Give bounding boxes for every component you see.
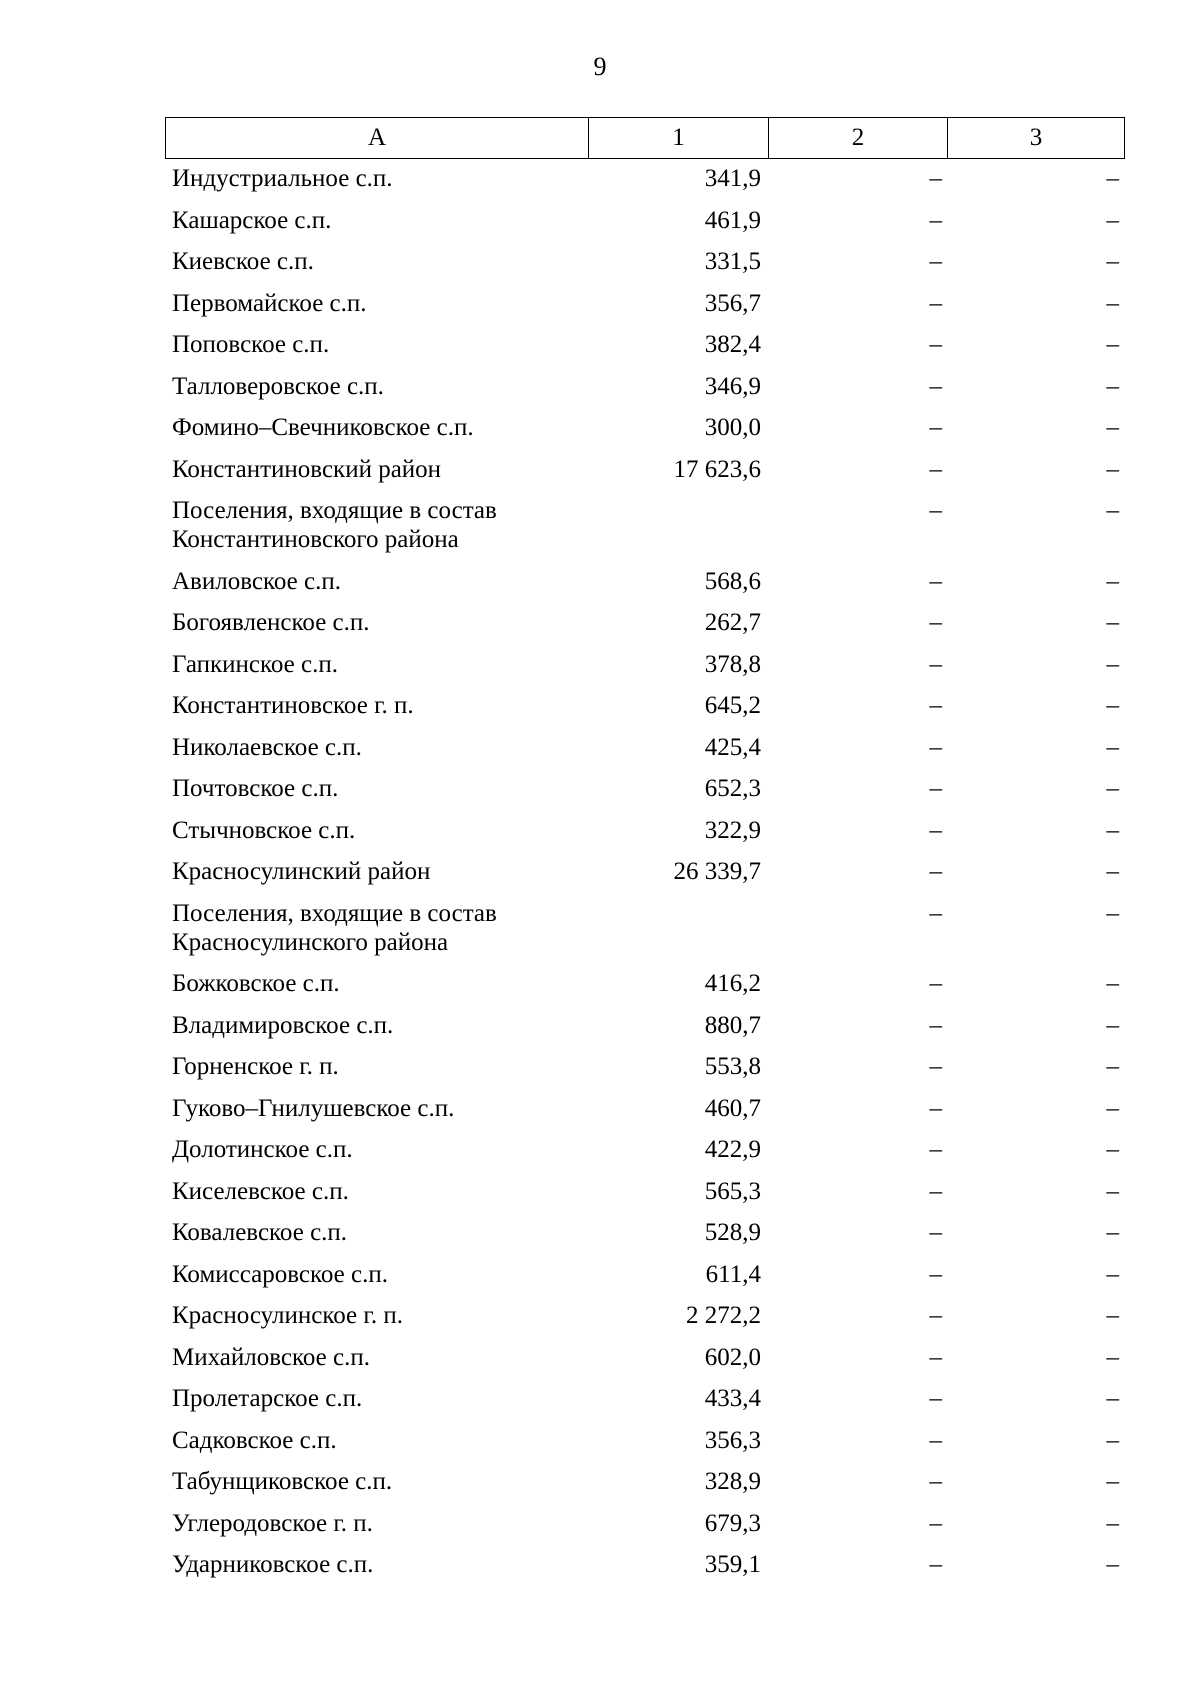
row-value-3: –: [1106, 692, 1119, 719]
row-value-3: –: [1106, 1551, 1119, 1578]
row-value-1: 652,3: [704, 775, 761, 802]
table-row: [165, 1048, 1125, 1090]
row-value-1: 382,4: [704, 331, 761, 358]
row-value-1: 17 623,6: [673, 455, 761, 483]
table-row: [165, 563, 1125, 605]
row-value-3: –: [1106, 567, 1119, 595]
row-value-2: –: [929, 1053, 942, 1080]
row-value-1: 611,4: [705, 1260, 761, 1288]
row-value-1: 461,9: [704, 206, 761, 234]
page-number: 9: [593, 52, 607, 81]
row-value-3: –: [1106, 1260, 1119, 1288]
row-name: Углеродовское г. п.: [172, 1509, 373, 1537]
row-value-2: –: [929, 650, 942, 678]
row-value-3: –: [1106, 248, 1119, 275]
row-value-2: –: [929, 289, 942, 317]
row-name: Ковалевское с.п.: [172, 1219, 348, 1246]
row-value-2: –: [929, 1094, 942, 1122]
row-value-3: –: [1106, 455, 1119, 483]
row-value-1: 346,9: [704, 372, 761, 400]
row-value-1: 528,9: [704, 1219, 761, 1246]
row-name: Красносулинское г. п.: [172, 1302, 403, 1329]
table-row: [165, 1007, 1125, 1049]
table-body: [165, 160, 1125, 1588]
row-name: Почтовское с.п.: [172, 775, 339, 802]
row-value-1: 359,1: [704, 1551, 761, 1578]
row-name: Горненское г. п.: [172, 1053, 339, 1080]
row-name: Божковское с.п.: [172, 970, 340, 997]
row-value-3: –: [1106, 497, 1119, 524]
row-value-3: –: [1106, 1219, 1119, 1246]
table-row: [165, 1090, 1125, 1132]
row-name: Михайловское с.п.: [172, 1343, 370, 1371]
table-row: [165, 1505, 1125, 1547]
row-value-2: –: [929, 206, 942, 234]
row-name: Стычновское с.п.: [172, 816, 356, 844]
row-name: Николаевское с.п.: [172, 733, 362, 761]
row-name: Пролетарское с.п.: [172, 1385, 363, 1412]
row-value-2: –: [929, 733, 942, 761]
row-value-2: –: [929, 1343, 942, 1371]
row-name: Гуково–Гнилушевское с.п.: [172, 1094, 455, 1122]
row-value-2: –: [929, 899, 942, 927]
row-value-3: –: [1106, 650, 1119, 678]
row-value-3: –: [1106, 609, 1119, 636]
table-row: [165, 1463, 1125, 1505]
row-name: Поселения, входящие в состав Константиновского района: [172, 497, 497, 553]
table-row: [165, 368, 1125, 410]
row-name: Красносулинский район: [172, 858, 431, 885]
row-value-2: –: [929, 1260, 942, 1288]
row-value-2: –: [929, 331, 942, 358]
row-value-3: –: [1106, 1302, 1119, 1329]
row-value-2: –: [929, 970, 942, 997]
row-value-2: –: [929, 165, 942, 192]
table-row: [165, 895, 1125, 966]
row-name: Константиновский район: [172, 455, 442, 483]
row-value-2: –: [929, 858, 942, 885]
row-value-3: –: [1106, 206, 1119, 234]
column-header-a: А: [166, 118, 589, 158]
table-row: [165, 853, 1125, 895]
table-row: [165, 1546, 1125, 1588]
row-value-2: –: [929, 1136, 942, 1163]
table-row: [165, 1214, 1125, 1256]
row-value-1: 328,9: [704, 1468, 761, 1495]
row-name: Киселевское с.п.: [172, 1177, 349, 1205]
row-value-3: –: [1106, 331, 1119, 358]
row-value-1: 565,3: [704, 1177, 761, 1205]
row-value-2: –: [929, 816, 942, 844]
row-value-2: –: [929, 1219, 942, 1246]
row-value-2: –: [929, 372, 942, 400]
row-value-1: 341,9: [704, 165, 761, 192]
row-value-1: 422,9: [704, 1136, 761, 1163]
row-value-3: –: [1106, 1094, 1119, 1122]
row-value-2: –: [929, 455, 942, 483]
row-value-1: 262,7: [704, 609, 761, 636]
row-value-2: –: [929, 775, 942, 802]
row-value-1: 2 272,2: [686, 1302, 761, 1329]
table-row: [165, 604, 1125, 646]
row-value-1: 602,0: [704, 1343, 761, 1371]
row-value-1: 300,0: [704, 414, 761, 441]
table-row: [165, 1297, 1125, 1339]
row-value-3: –: [1106, 1509, 1119, 1537]
table-row: [165, 812, 1125, 854]
row-name: Долотинское с.п.: [172, 1136, 353, 1163]
row-value-1: 322,9: [704, 816, 761, 844]
row-value-1: [588, 496, 768, 554]
table-row: [165, 646, 1125, 688]
row-name: Поповское с.п.: [172, 331, 330, 358]
column-header-3: 3: [1029, 124, 1043, 151]
row-name: Фомино–Свечниковское с.п.: [172, 414, 474, 441]
row-value-3: –: [1106, 733, 1119, 761]
row-value-2: –: [929, 609, 942, 636]
row-value-1: 356,3: [704, 1426, 761, 1454]
row-name: Ударниковское с.п.: [172, 1551, 374, 1578]
row-value-1: 645,2: [704, 692, 761, 719]
table-row: [165, 770, 1125, 812]
row-name: Киевское с.п.: [172, 248, 314, 275]
table-row: [165, 285, 1125, 327]
row-value-1: 679,3: [704, 1509, 761, 1537]
row-name: Комиссаровское с.п.: [172, 1260, 389, 1288]
row-value-1: 416,2: [704, 970, 761, 997]
table-header: [165, 117, 1125, 159]
row-value-2: –: [929, 1177, 942, 1205]
row-value-2: –: [929, 1385, 942, 1412]
row-name: Талловеровское с.п.: [172, 372, 384, 400]
table-row: [165, 326, 1125, 368]
row-value-1: 553,8: [704, 1053, 761, 1080]
row-value-2: –: [929, 1011, 942, 1039]
table-row: [165, 409, 1125, 451]
table-row: [165, 729, 1125, 771]
row-value-1: 26 339,7: [673, 858, 761, 885]
row-value-2: –: [929, 692, 942, 719]
row-value-3: –: [1106, 899, 1119, 927]
row-value-3: –: [1106, 858, 1119, 885]
row-value-2: –: [929, 497, 942, 524]
table-row: [165, 243, 1125, 285]
row-value-3: –: [1106, 775, 1119, 802]
row-value-3: –: [1106, 414, 1119, 441]
table-row: [165, 160, 1125, 202]
row-value-2: –: [929, 567, 942, 595]
table-row: [165, 687, 1125, 729]
row-name: Табунщиковское с.п.: [172, 1468, 393, 1495]
row-value-2: –: [929, 1302, 942, 1329]
table-row: [165, 451, 1125, 493]
row-value-1: 356,7: [704, 289, 761, 317]
row-name: Кашарское с.п.: [172, 206, 332, 234]
row-value-3: –: [1106, 1053, 1119, 1080]
row-value-3: –: [1106, 1343, 1119, 1371]
column-header-1: 1: [589, 118, 769, 158]
row-name: Гапкинское с.п.: [172, 650, 338, 678]
table-row: [165, 1380, 1125, 1422]
table-row: [165, 965, 1125, 1007]
row-name: Первомайское с.п.: [172, 289, 367, 317]
table-row: [165, 1131, 1125, 1173]
row-value-3: –: [1106, 1011, 1119, 1039]
row-name: Садковское с.п.: [172, 1426, 337, 1454]
table-row: [165, 1173, 1125, 1215]
row-value-3: –: [1106, 289, 1119, 317]
row-value-1: 880,7: [704, 1011, 761, 1039]
row-value-1: 331,5: [704, 248, 761, 275]
row-value-3: –: [1106, 1468, 1119, 1495]
table-row: [165, 1256, 1125, 1298]
table-row: [165, 1339, 1125, 1381]
row-value-1: 568,6: [704, 567, 761, 595]
row-value-2: –: [929, 1551, 942, 1578]
row-name: Богоявленское с.п.: [172, 609, 370, 636]
row-value-3: –: [1106, 1177, 1119, 1205]
row-value-2: –: [929, 1509, 942, 1537]
row-value-3: –: [1106, 816, 1119, 844]
column-header-2: 2: [769, 118, 948, 158]
row-value-2: –: [929, 1468, 942, 1495]
row-value-3: –: [1106, 1136, 1119, 1163]
row-value-1: 460,7: [704, 1094, 761, 1122]
table-row: [165, 1422, 1125, 1464]
row-value-1: 425,4: [704, 733, 761, 761]
row-value-3: –: [1106, 165, 1119, 192]
row-value-3: –: [1106, 970, 1119, 997]
row-name: Владимировское с.п.: [172, 1011, 394, 1039]
row-name: Поселения, входящие в состав Красносулинского района: [172, 899, 497, 956]
row-value-1: 378,8: [704, 650, 761, 678]
row-value-2: –: [929, 1426, 942, 1454]
row-value-3: –: [1106, 372, 1119, 400]
row-value-1: 433,4: [704, 1385, 761, 1412]
row-value-3: –: [1106, 1385, 1119, 1412]
row-name: Индустриальное с.п.: [172, 165, 393, 192]
row-name: Константиновское г. п.: [172, 692, 414, 719]
row-name: Авиловское с.п.: [172, 567, 341, 595]
row-value-3: –: [1106, 1426, 1119, 1454]
table-row: [165, 202, 1125, 244]
table-row: [165, 492, 1125, 563]
row-value-2: –: [929, 248, 942, 275]
row-value-2: –: [929, 414, 942, 441]
row-value-1: [588, 899, 768, 957]
